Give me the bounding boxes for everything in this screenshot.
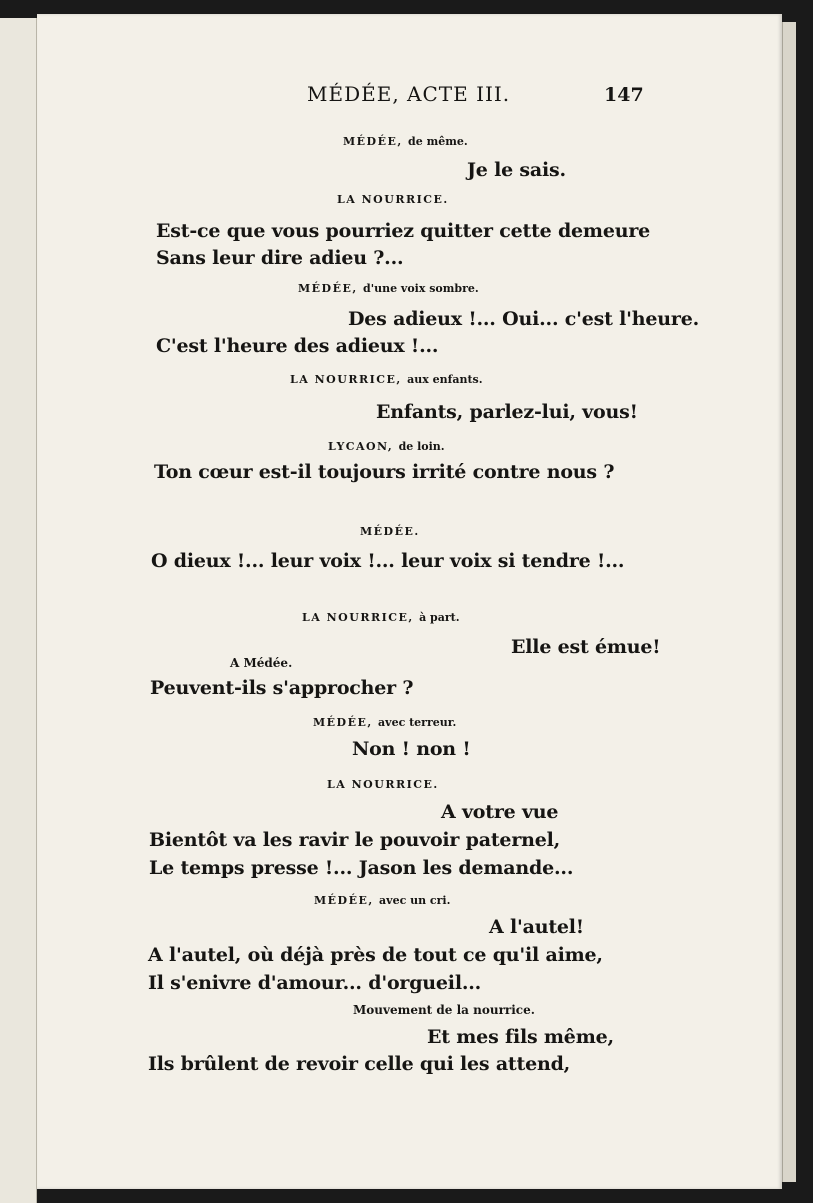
speaker-heading: LA NOURRICE, aux enfants.	[290, 373, 483, 386]
verse-line: Sans leur dire adieu ?...	[156, 247, 404, 269]
verse-line: Je le sais.	[467, 159, 566, 181]
speaker-heading: MÉDÉE, d'une voix sombre.	[298, 282, 479, 295]
verse-line: C'est l'heure des adieux !...	[156, 335, 439, 357]
speaker-heading: MÉDÉE.	[360, 525, 420, 538]
verse-line: A votre vue	[441, 801, 559, 823]
speaker-heading: LYCAON, de loin.	[328, 440, 445, 453]
speaker-heading: MÉDÉE, avec terreur.	[313, 716, 457, 729]
verse-line: Peuvent-ils s'approcher ?	[150, 677, 414, 699]
stage-direction: Mouvement de la nourrice.	[353, 1003, 535, 1017]
verse-line: A l'autel, où déjà près de tout ce qu'il aime,	[148, 944, 603, 966]
stage-direction: A Médée.	[230, 656, 293, 670]
facing-page-edge	[0, 18, 37, 1203]
speaker-heading: LA NOURRICE, à part.	[302, 611, 460, 624]
page-stack-edge	[782, 22, 796, 1182]
verse-line: Ton cœur est-il toujours irrité contre nous ?	[154, 461, 615, 483]
verse-line: Ils brûlent de revoir celle qui les attend,	[148, 1053, 571, 1075]
speaker-heading: LA NOURRICE.	[327, 778, 439, 791]
verse-line: Et mes fils même,	[427, 1026, 614, 1048]
speaker-heading: LA NOURRICE.	[337, 193, 449, 206]
verse-line: Bientôt va les ravir le pouvoir paternel,	[149, 829, 561, 851]
book-page	[37, 14, 782, 1189]
running-header: MÉDÉE, ACTE III.	[307, 82, 511, 106]
speaker-heading: MÉDÉE, de même.	[343, 135, 468, 148]
verse-line: Elle est émue!	[511, 636, 661, 658]
page-number: 147	[604, 84, 644, 106]
verse-line: Est-ce que vous pourriez quitter cette demeure	[156, 220, 651, 242]
verse-line: Le temps presse !... Jason les demande...	[149, 857, 574, 879]
verse-line: Non ! non !	[352, 738, 471, 760]
speaker-heading: MÉDÉE, avec un cri.	[314, 894, 451, 907]
verse-line: Il s'enivre d'amour... d'orgueil...	[148, 972, 482, 994]
verse-line: O dieux !... leur voix !... leur voix si tendre !...	[151, 550, 625, 572]
verse-line: A l'autel!	[489, 916, 584, 938]
verse-line: Enfants, parlez-lui, vous!	[376, 401, 638, 423]
verse-line: Des adieux !... Oui... c'est l'heure.	[348, 308, 700, 330]
